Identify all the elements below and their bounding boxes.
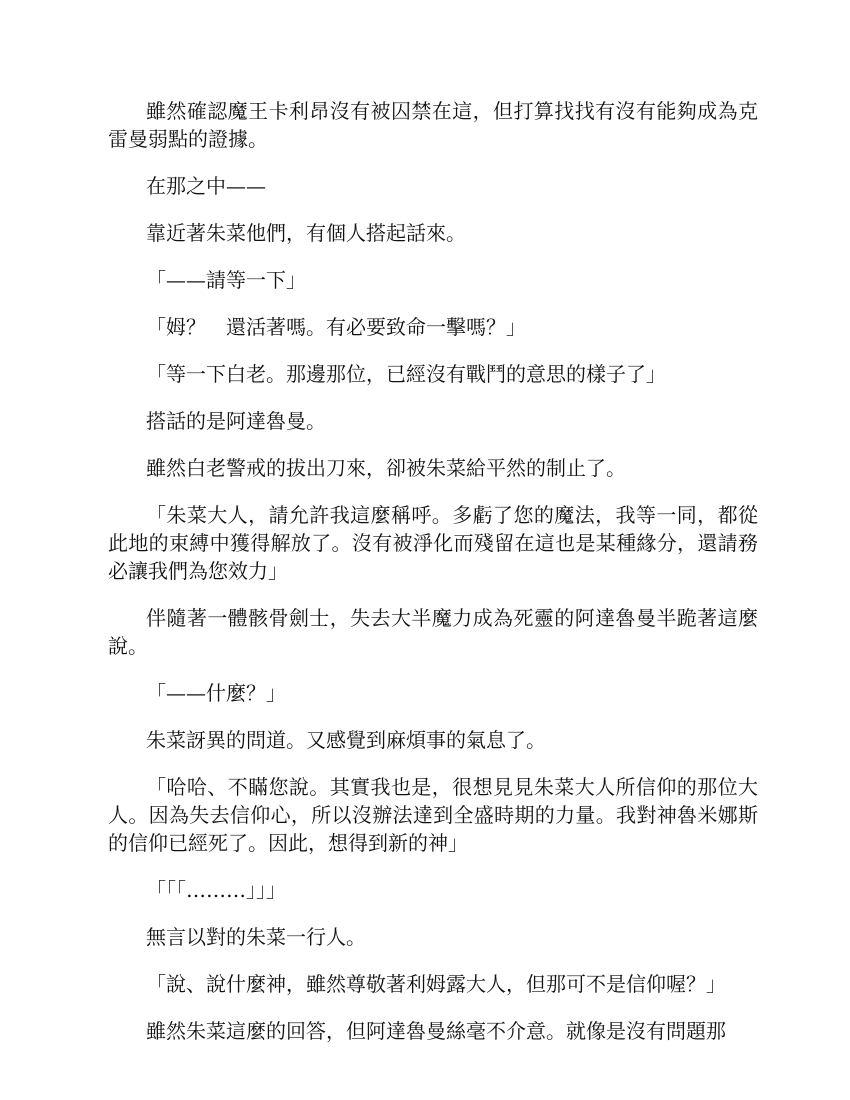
paragraph: 「哈哈、不瞞您說。其實我也是，很想見見朱菜大人所信仰的那位大人。因為失去信仰心，所以沒辦法達到全盛時期的力量。我對神魯米娜斯的信仰已經死了。因此，想得到新的神」 [108, 775, 758, 855]
paragraph: 朱菜訝異的問道。又感覺到麻煩事的氣息了。 [146, 728, 546, 752]
paragraph: 「——什麼？」 [146, 681, 286, 705]
paragraph: 「「「………」」」 [146, 878, 286, 902]
paragraph: 「朱菜大人，請允許我這麼稱呼。多虧了您的魔法，我等一同，都從此地的束縛中獲得解放了。沒有被淨化而殘留在這也是某種緣分，還請務必讓我們為您效力」 [108, 503, 758, 583]
paragraph: 「——請等一下」 [146, 268, 306, 292]
paragraph: 「姆？ 還活著嗎。有必要致命一擊嗎？」 [146, 315, 526, 339]
paragraph: 靠近著朱菜他們，有個人搭起話來。 [146, 221, 466, 245]
body-text [108, 97, 758, 1064]
paragraph: 無言以對的朱菜一行人。 [146, 925, 366, 949]
paragraph: 雖然朱菜這麼的回答，但阿達魯曼絲毫不介意。就像是沒有問題那 [146, 1019, 726, 1043]
paragraph: 雖然白老警戒的拔出刀來，卻被朱菜給平然的制止了。 [146, 456, 626, 480]
paragraph: 「等一下白老。那邊那位，已經沒有戰鬥的意思的樣子了」 [146, 362, 666, 386]
paragraph: 伴隨著一體骸骨劍士，失去大半魔力成為死靈的阿達魯曼半跪著這麼說。 [108, 606, 758, 658]
paragraph: 「說、說什麼神，雖然尊敬著利姆露大人，但那可不是信仰喔？」 [146, 972, 726, 996]
paragraph: 搭話的是阿達魯曼。 [146, 409, 326, 433]
paragraph: 在那之中—— [146, 174, 266, 198]
paragraph: 雖然確認魔王卡利昂沒有被囚禁在這，但打算找找有沒有能夠成為克雷曼弱點的證據。 [108, 99, 758, 151]
